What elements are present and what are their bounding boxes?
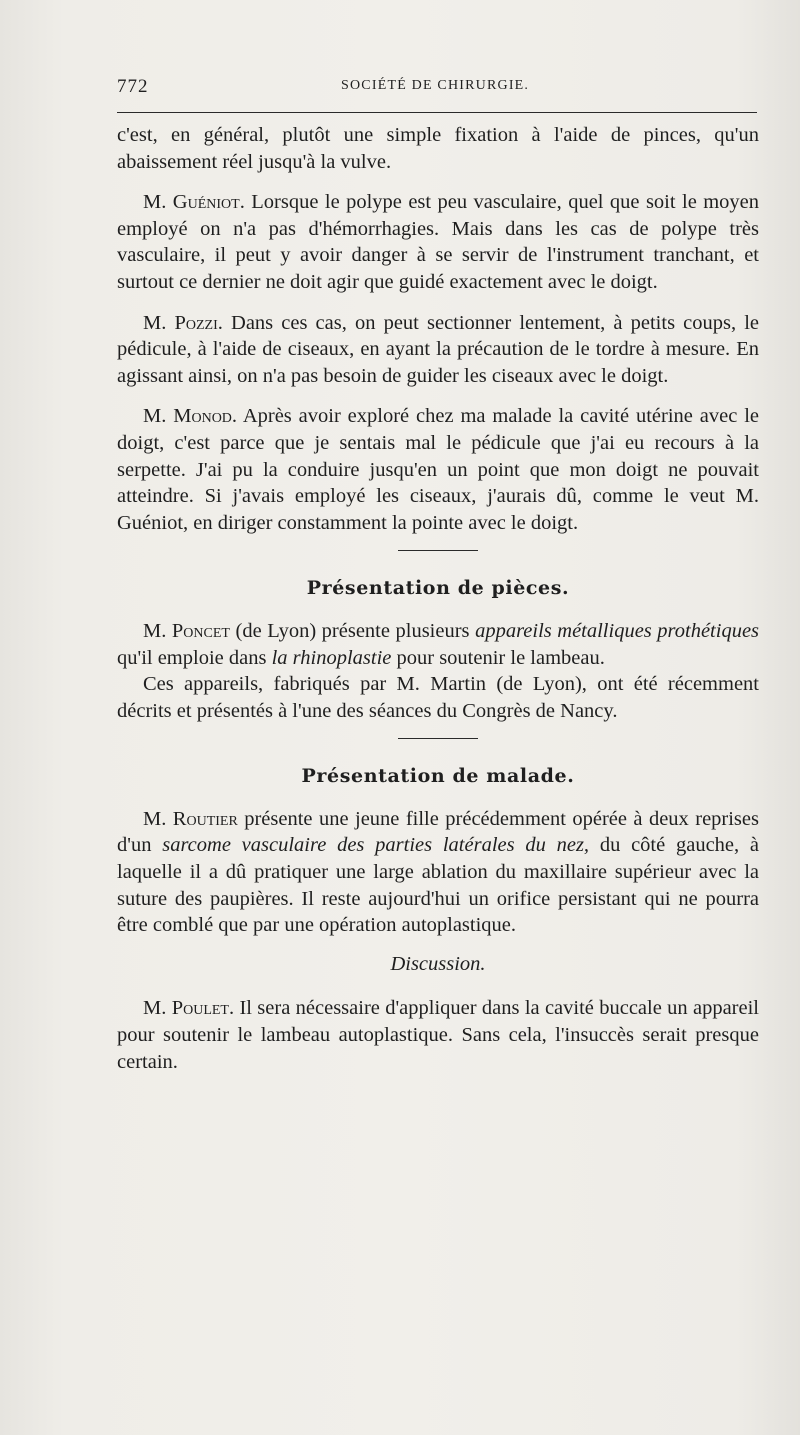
italic-term: sarcome vasculaire des parties latérales du nez, [162, 834, 590, 857]
speaker-period: . [231, 405, 238, 428]
paragraph-text: Lorsque le polype est peu vasculaire, quel que soit le moyen employé on n'a pas d'hémorrhagies. Mais dans les cas de polype très vasculaire, il peut y avoir danger à se servir de l'instrument tranchant, et surtout ce dernier ne doit agir que guidé exactement avec le doigt. [117, 191, 760, 293]
section-heading-malade: Présentation de malade. [301, 765, 575, 788]
speaker-name: Monod [173, 405, 232, 428]
paragraph-poncet [117, 618, 759, 671]
paragraph-monod [117, 403, 759, 536]
section-heading-pieces: Présentation de pièces. [306, 577, 570, 600]
section-separator [398, 738, 478, 739]
speaker-period: . [228, 997, 235, 1020]
paragraph-gueniot [117, 189, 759, 295]
text-fragment: pour soutenir le lambeau. [396, 646, 605, 669]
discussion-heading: Discussion. [390, 952, 486, 975]
page-header [117, 74, 757, 102]
speaker-period: . [239, 191, 245, 214]
speaker-name: Poulet [171, 997, 229, 1020]
speaker-title: M. [143, 405, 167, 428]
speaker-title: M. [143, 311, 167, 334]
text-fragment: du côté gauche, à laquelle il a dû pratiquer une large ablation du maxillaire supérieur avec la suture des paupières. Il reste aujourd'hui un orifice persistant qui ne pourra être comblé que par une opération autoplastique. [117, 834, 760, 937]
speaker-period: . [217, 311, 223, 334]
speaker-name: Routier [172, 807, 238, 830]
text-fragment: (de Lyon) présente plusieurs [235, 619, 470, 642]
speaker-title: M. [143, 191, 167, 214]
speaker-name: Pozzi [174, 311, 218, 334]
speaker-title: M. [143, 619, 167, 642]
italic-term: appareils métalliques prothétiques [475, 619, 760, 642]
paragraph-text: Dans ces cas, on peut sectionner lentement, à petits coups, le pédicule, à l'aide de ciseaux, en ayant la précaution de le tordre à mesure. En agissant ainsi, on n'a pas besoin de guider les ciseaux avec le doigt. [117, 311, 760, 387]
speaker-name: Poncet [171, 619, 230, 642]
paragraph-text: Après avoir exploré chez ma malade la cavité utérine avec le doigt, c'est parce que je sentais mal le pédicule que j'ai eu recours à la serpette. J'ai pu la conduire jusqu'en un point que mon doigt ne pouvait atteindre. Si j'avais employé les ciseaux, j'aurais dû, comme le veut M. Guéniot, en diriger constamment la pointe avec le doigt. [117, 405, 759, 534]
header-rule [117, 112, 757, 113]
paragraph-pozzi [117, 310, 759, 390]
speaker-title: M. [143, 807, 167, 830]
paragraph-text: Il sera nécessaire d'appliquer dans la cavité buccale un appareil pour soutenir le lambeau autoplastique. Sans cela, l'insuccès serait presque certain. [117, 997, 760, 1073]
paragraph-continuation: c'est, en général, plutôt une simple fixation à l'aide de pinces, qu'un abaissement réel jusqu'à la vulve. [117, 124, 759, 173]
paragraph-poulet [117, 995, 759, 1075]
text-fragment: présente une jeune fille précédemment opérée à deux reprises d'un [117, 807, 759, 857]
text-fragment: qu'il emploie dans [117, 646, 267, 669]
page-number: 772 [117, 76, 149, 97]
running-head: SOCIÉTÉ DE CHIRURGIE. [341, 78, 530, 93]
paragraph-routier [117, 806, 759, 939]
paragraph-appareils: Ces appareils, fabriqués par M. Martin (de Lyon), ont été récemment décrits et présentés à l'une des séances du Congrès de Nancy. [117, 673, 759, 722]
section-separator [398, 550, 478, 551]
speaker-title: M. [143, 997, 167, 1020]
page-body [117, 122, 759, 1075]
speaker-name: Guéniot [172, 191, 240, 214]
italic-term: la rhinoplastie [271, 646, 392, 669]
